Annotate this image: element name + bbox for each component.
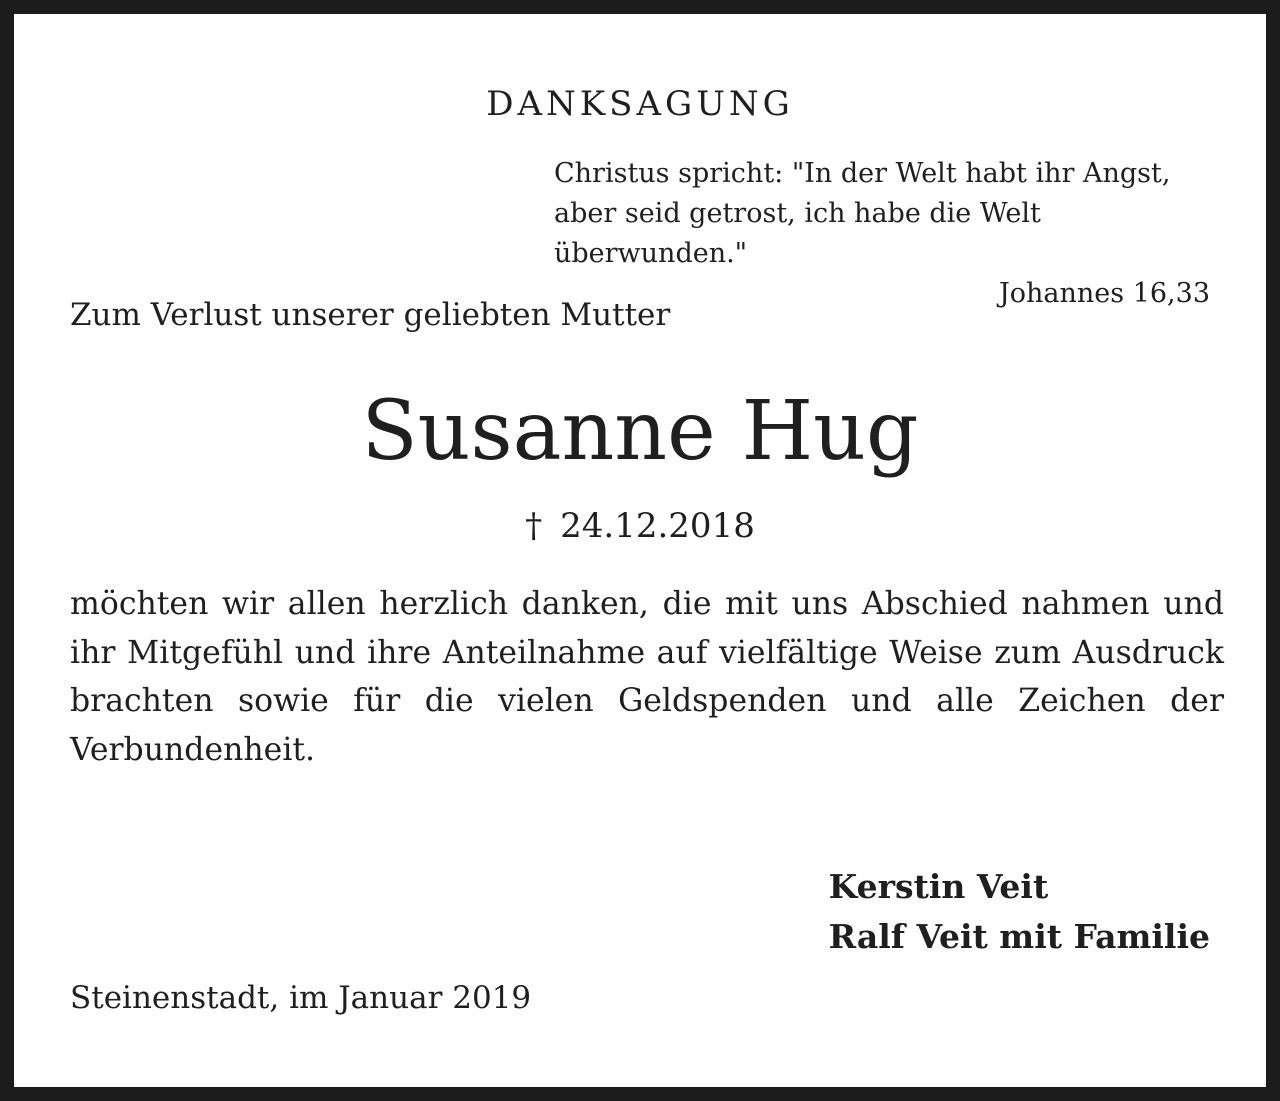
quote-line-1: Christus spricht: "In der Welt habt ihr Angst, — [554, 158, 1171, 189]
thanks-body-text: möchten wir allen herzlich danken, die mit uns Abschied nahmen und ihr Mitgefühl und ihre Anteilnahme auf vielfältige Weise zum Ausdruck brachten sowie für die vielen Geldspenden und alle Zeichen der Verbundenheit. — [70, 586, 1224, 768]
signers — [829, 862, 1210, 962]
intro-text: Zum Verlust unserer geliebten Mutter — [70, 297, 671, 333]
deceased-name: Susanne Hug — [361, 384, 919, 479]
death-date: 24.12.2018 — [560, 506, 755, 546]
signer-2: Ralf Veit mit Familie — [828, 917, 1210, 956]
notice-heading: DANKSAGUNG — [486, 84, 794, 124]
death-date-line — [14, 506, 1266, 546]
signer-1: Kerstin Veit — [828, 867, 1049, 906]
quote-reference: Johannes 16,33 — [998, 278, 1210, 309]
place-date: Steinenstadt, im Januar 2019 — [70, 980, 532, 1016]
bible-quote — [510, 154, 1210, 314]
quote-line-2: aber seid getrost, ich habe die Welt überwunden." — [554, 198, 1041, 269]
cross-icon: † — [525, 506, 543, 546]
